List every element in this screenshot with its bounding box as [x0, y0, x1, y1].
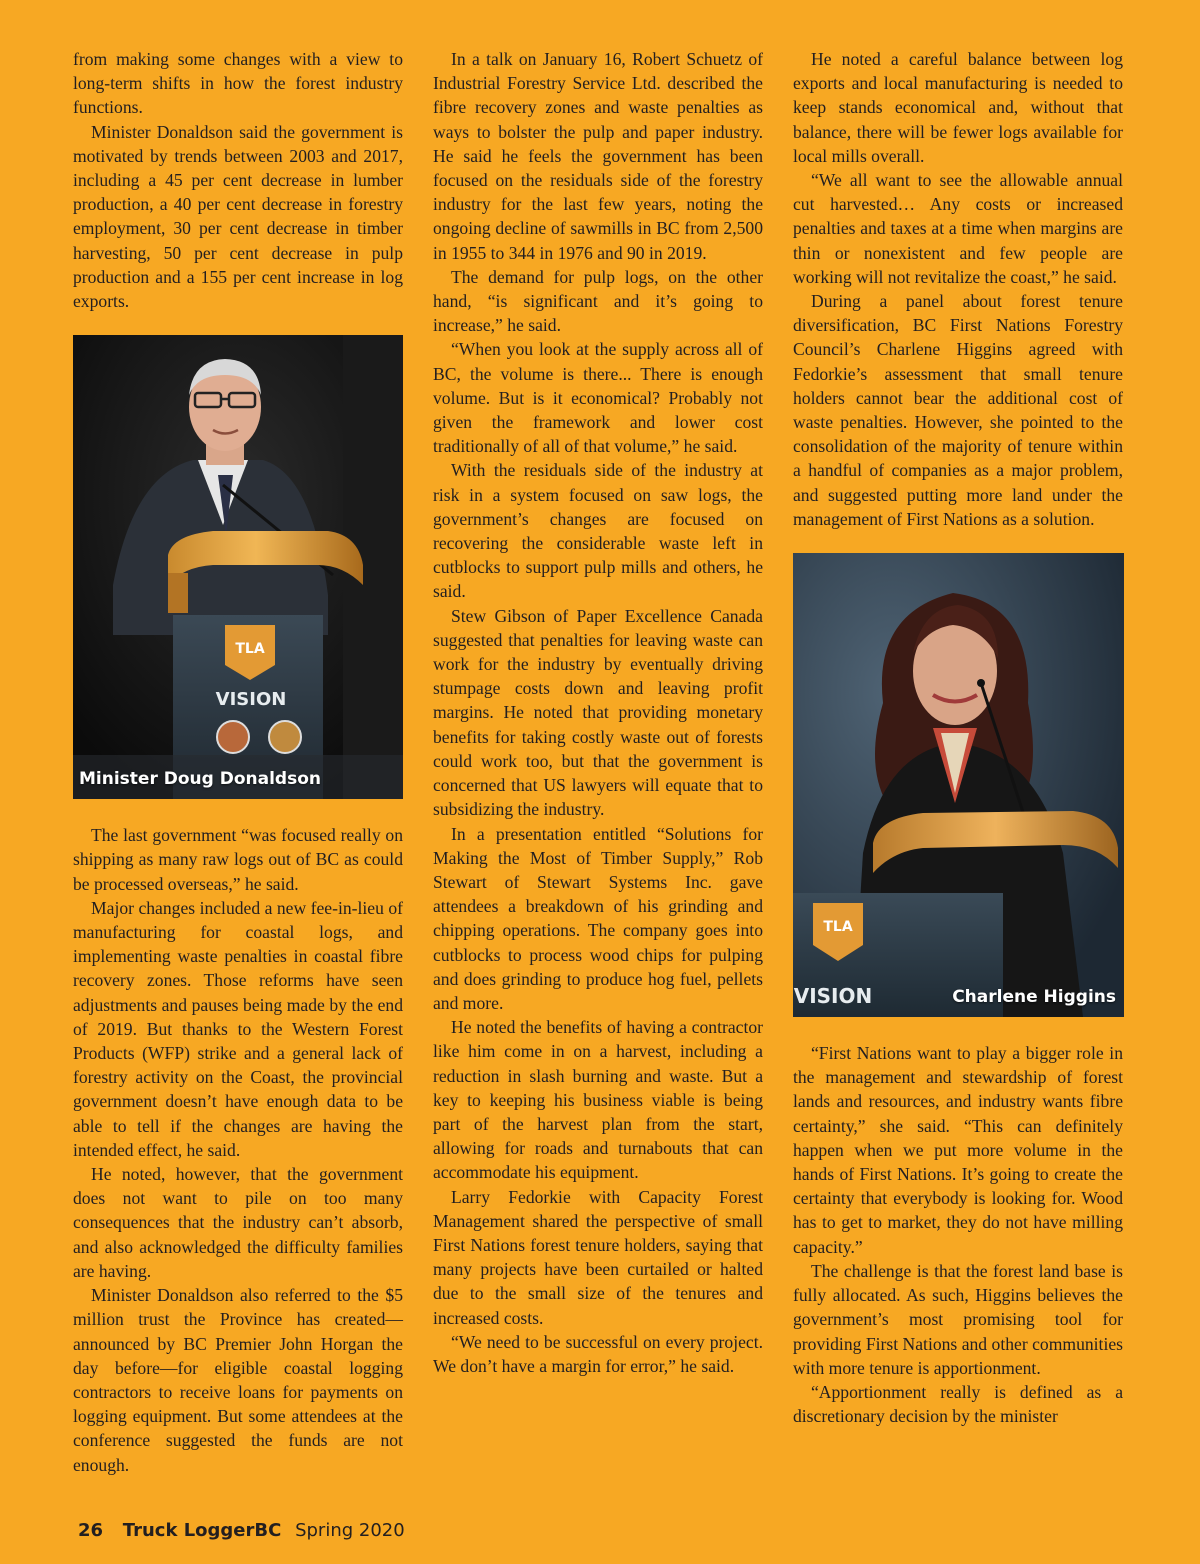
paragraph: Major changes included a new fee-in-lieu of manufacturing for coastal logs, and implementing waste penalties in coastal fibre recovery zones. Those reforms have seen adjustments and pauses being made by the end of 2019. But thanks to the Western Forest Products (WFP) strike and a general lack of forestry activity on the Coast, the provincial government doesn’t have enough data to be able to tell if the changes are having the intended effect, he said.: [73, 897, 403, 1160]
paragraph: With the residuals side of the industry at risk in a system focused on saw logs, the government’s changes are focused on recovering the considerable waste left in cutblocks to support pulp mills and others, he said.: [433, 460, 763, 602]
podium-sign-text: VISION: [793, 984, 873, 1009]
photo-minister-donaldson: [73, 335, 403, 799]
paragraph: “We all want to see the allowable annual cut harvested… Any costs or increased penalties and taxes at a time when margins are thin or nonexistent and few people are working will not revitalize the coast,” he said.: [793, 170, 1123, 287]
paragraph: In a presentation entitled “Solutions for Making the Most of Timber Supply,” Rob Stewart of Stewart Systems Inc. gave attendees a breakdown of his grinding and chipping operations. The company goes into cutblocks to process wood chips for pulping and does grinding to produce hog fuel, pellets and more.: [433, 823, 763, 1013]
photo-caption: Charlene Higgins: [952, 986, 1116, 1007]
column-2: [433, 47, 763, 1378]
paragraph: “First Nations want to play a bigger role in the management and stewardship of forest lands and resources, and industry wants fibre certainty,” she said. “This can definitely happen when we put more volume in the hands of First Nations. It’s going to create the certainty that everybody is looking for. Wood has to get to market, they do not have milling capacity.”: [793, 1043, 1123, 1257]
paragraph: “We need to be successful on every project. We don’t have a margin for error,” he said.: [433, 1331, 763, 1376]
photo-caption: Minister Doug Donaldson: [79, 769, 321, 790]
photo-illustration: [793, 553, 1124, 1017]
paragraph: He noted the benefits of having a contractor like him come in on a harvest, including a reduction in slash burning and waste. But a key to keeping his business viable is being part of the harvest plan from the start, allowing for roads and turnabouts that can accommodate his equipment.: [433, 1017, 763, 1183]
podium-sign-text: VISION: [215, 689, 287, 711]
paragraph: Larry Fedorkie with Capacity Forest Management shared the perspective of small First Nations forest tenure holders, saying that many projects have been curtailed or halted due to the small size of the tenures and increased costs.: [433, 1186, 763, 1328]
paragraph: Stew Gibson of Paper Excellence Canada suggested that penalties for leaving waste can work for the industry by eventually driving stumpage costs down and leaving profit margins. He noted that providing monetary benefits for taking costly waste out of forests could work too, but that the government is concerned that US lawyers will equate that to subsidizing the industry.: [433, 605, 763, 820]
paragraph: “Apportionment really is defined as a discretionary decision by the minister: [793, 1381, 1123, 1427]
magazine-title: Truck LoggerBC: [122, 1520, 282, 1541]
page-number: 26: [78, 1520, 104, 1541]
paragraph: from making some changes with a view to long-term shifts in how the forest industry functions.: [73, 49, 403, 118]
photo-charlene-higgins: [793, 553, 1124, 1017]
paragraph: The demand for pulp logs, on the other hand, “is significant and it’s going to increase,” he said.: [433, 266, 763, 336]
paragraph: During a panel about forest tenure diversification, BC First Nations Forestry Council’s Charlene Higgins agreed with Fedorkie’s assessment that small tenure holders cannot bear the additional cost of waste penalties. However, she pointed to the consolidation of the majority of tenure within a handful of companies as a major problem, and suggested putting more land under the management of First Nations as a solution.: [793, 291, 1123, 529]
paragraph: In a talk on January 16, Robert Schuetz of Industrial Forestry Service Ltd. described the fibre recovery zones and waste penalties as ways to bolster the pulp and paper industry. He said he feels the government has been focused on the residuals side of the forestry industry for the last few years, noting the ongoing decline of sawmills in BC from 2,500 in 1955 to 344 in 1976 and 90 in 2019.: [433, 49, 763, 263]
podium-logo-text: TLA: [823, 919, 853, 936]
paragraph: He noted a careful balance between log exports and local manufacturing is needed to keep stands economical and, without that balance, there will be fewer logs available for local mills overall.: [793, 49, 1123, 166]
paragraph: Minister Donaldson also referred to the $5 million trust the Province has created—announced by BC Premier John Horgan the day before—for eligible coastal logging contractors to receive loans for payments on logging equipment. But some attendees at the conference suggested the funds are not enough.: [73, 1285, 403, 1475]
column-1: [73, 47, 403, 1477]
paragraph: Minister Donaldson said the government is motivated by trends between 2003 and 2017, including a 45 per cent decrease in lumber production, a 40 per cent decrease in forestry employment, 30 per cent decrease in timber harvesting, 50 per cent decrease in pulp production and a 155 per cent increase in log exports.: [73, 121, 403, 312]
paragraph: He noted, however, that the government does not want to pile on too many consequences that the industry can’t absorb, and also acknowledged the difficulty families are having.: [73, 1164, 403, 1281]
photo-illustration: [73, 335, 403, 799]
paragraph: “When you look at the supply across all of BC, the volume is there... There is enough volume. But is it economical? Probably not given the framework and lower cost traditionally of all of that volume,” he said.: [433, 339, 763, 457]
paragraph: The last government “was focused really on shipping as many raw logs out of BC as could be processed overseas,” he said.: [73, 825, 403, 894]
paragraph: The challenge is that the forest land base is fully allocated. As such, Higgins believes the government’s most promising tool for providing First Nations and other communities with more tenure is apportionment.: [793, 1260, 1123, 1378]
page-footer: [78, 1520, 405, 1541]
issue-label: Spring 2020: [295, 1520, 405, 1541]
podium-logo-text: TLA: [235, 641, 265, 658]
column-3: [793, 47, 1123, 1428]
